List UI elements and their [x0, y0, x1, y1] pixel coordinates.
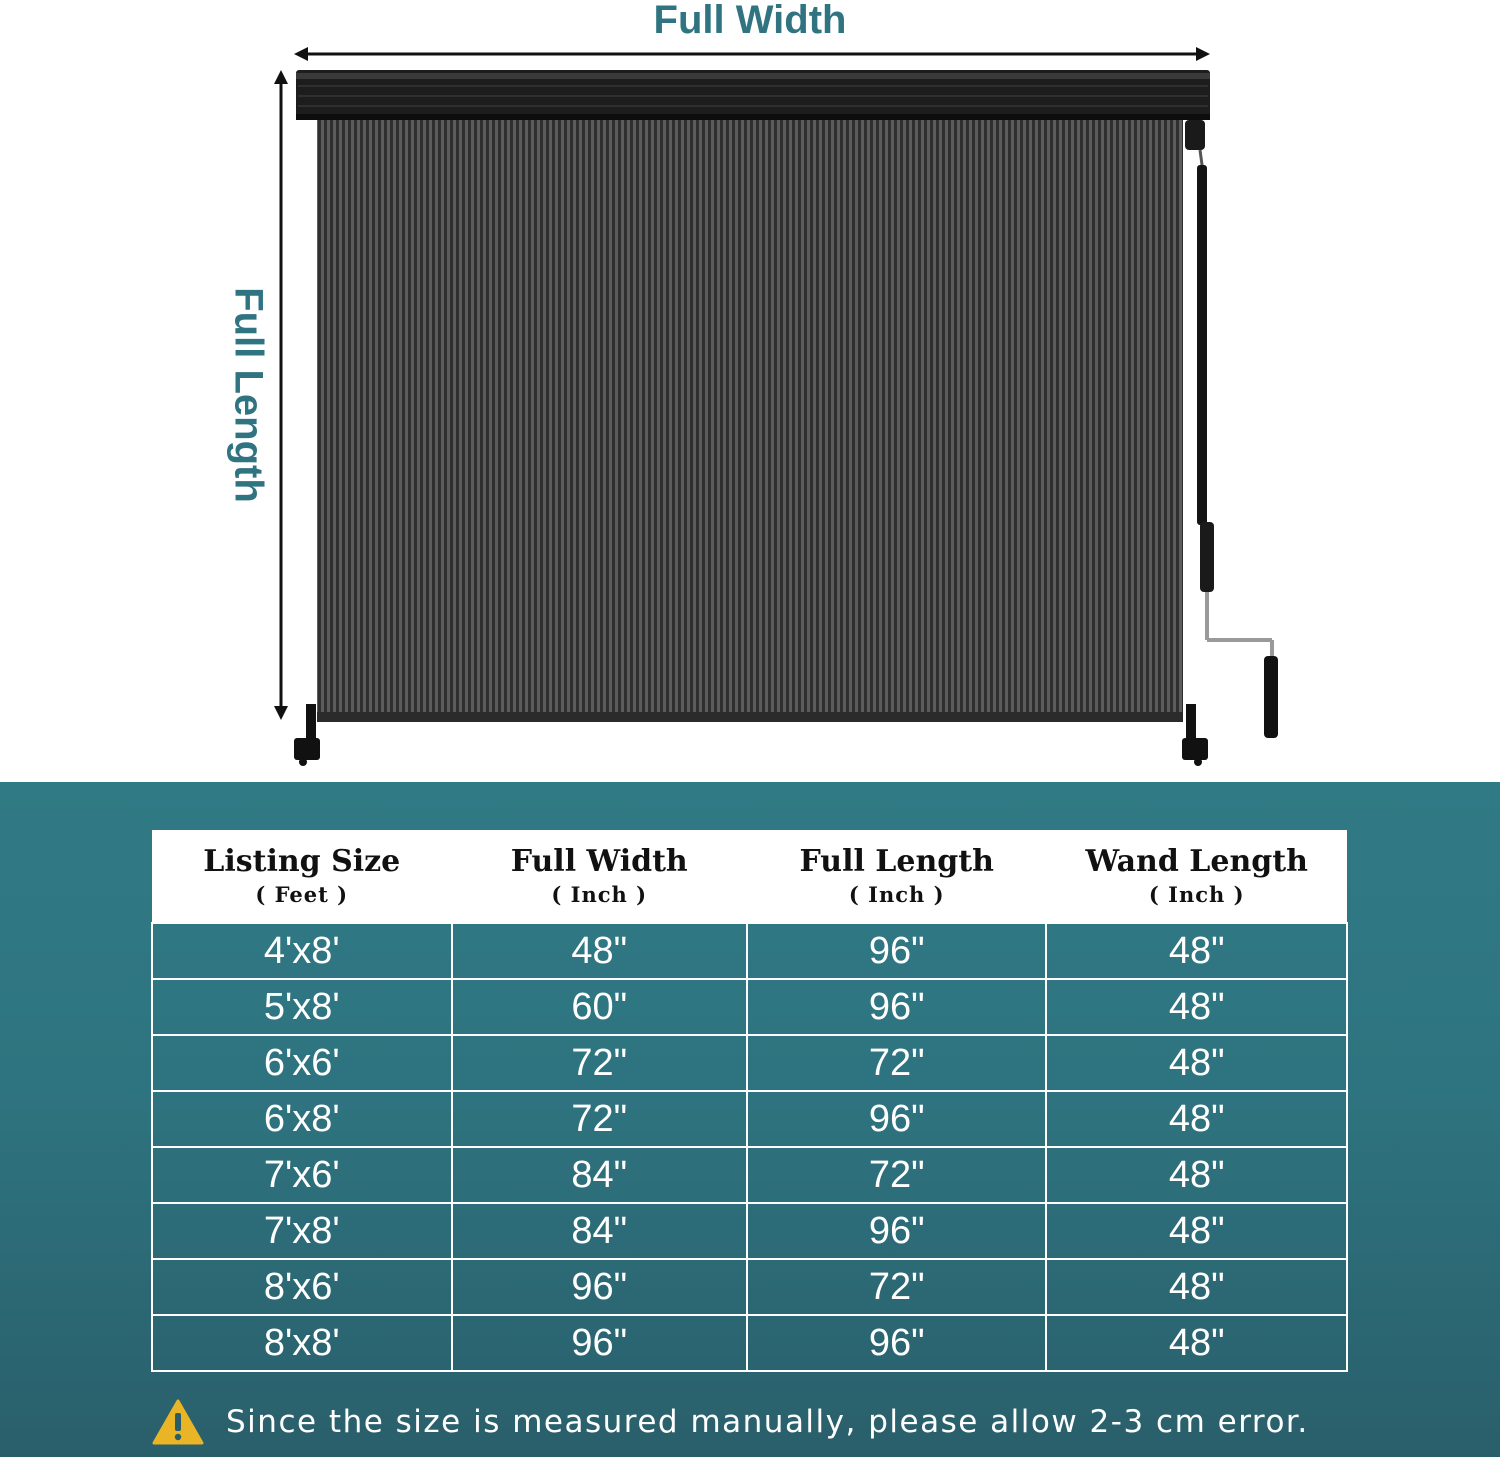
shade-fabric	[317, 120, 1183, 720]
table-cell: 8'x8'	[152, 1315, 452, 1371]
table-cell: 72"	[747, 1147, 1047, 1203]
table-cell: 48"	[1046, 1147, 1347, 1203]
bottom-bracket-right	[1182, 704, 1208, 766]
table-cell: 48"	[1046, 1091, 1347, 1147]
full-length-label: Full Length	[226, 287, 271, 503]
table-cell: 6'x6'	[152, 1035, 452, 1091]
full-width-label: Full Width	[653, 0, 847, 42]
table-cell: 96"	[747, 1315, 1047, 1371]
cassette-rail	[296, 70, 1210, 120]
table-cell: 96"	[747, 979, 1047, 1035]
table-row	[152, 1035, 1347, 1091]
width-dimension-arrow	[294, 47, 1210, 61]
table-row	[152, 923, 1347, 979]
crank-wand	[1185, 120, 1278, 738]
table-cell: 96"	[747, 1203, 1047, 1259]
table-cell: 96"	[452, 1315, 747, 1371]
table-cell: 48"	[1046, 1259, 1347, 1315]
column-header-listing-size: Listing Size ( Feet )	[152, 830, 452, 923]
table-row	[152, 979, 1347, 1035]
table-cell: 6'x8'	[152, 1091, 452, 1147]
table-cell: 84"	[452, 1147, 747, 1203]
length-dimension-arrow	[274, 70, 288, 720]
table-cell: 7'x8'	[152, 1203, 452, 1259]
table-cell: 60"	[452, 979, 747, 1035]
table-cell: 48"	[1046, 1035, 1347, 1091]
table-cell: 48"	[1046, 979, 1347, 1035]
table-header-row	[152, 830, 1347, 923]
table-cell: 96"	[747, 1091, 1047, 1147]
table-cell: 72"	[747, 1259, 1047, 1315]
table-cell: 48"	[1046, 1315, 1347, 1371]
table-cell: 72"	[747, 1035, 1047, 1091]
bottom-bracket-left	[294, 704, 320, 766]
note-text: Since the size is measured manually, please allow 2-3 cm error.	[226, 1404, 1309, 1440]
table-cell: 48"	[1046, 1203, 1347, 1259]
table-cell: 72"	[452, 1035, 747, 1091]
measurement-note	[152, 1397, 1309, 1447]
table-row	[152, 1147, 1347, 1203]
table-cell: 48"	[1046, 923, 1347, 979]
table-cell: 48"	[452, 923, 747, 979]
table-cell: 8'x6'	[152, 1259, 452, 1315]
table-cell: 5'x8'	[152, 979, 452, 1035]
warning-icon	[152, 1398, 204, 1446]
table-row	[152, 1315, 1347, 1371]
table-cell: 96"	[747, 923, 1047, 979]
column-header-full-length: Full Length ( Inch )	[747, 830, 1047, 923]
column-header-wand-length: Wand Length ( Inch )	[1046, 830, 1347, 923]
table-cell: 84"	[452, 1203, 747, 1259]
table-cell: 7'x6'	[152, 1147, 452, 1203]
table-row	[152, 1259, 1347, 1315]
size-table	[151, 830, 1348, 1372]
table-cell: 4'x8'	[152, 923, 452, 979]
table-cell: 96"	[452, 1259, 747, 1315]
table-row	[152, 1091, 1347, 1147]
table-row	[152, 1203, 1347, 1259]
column-header-full-width: Full Width ( Inch )	[452, 830, 747, 923]
table-cell: 72"	[452, 1091, 747, 1147]
